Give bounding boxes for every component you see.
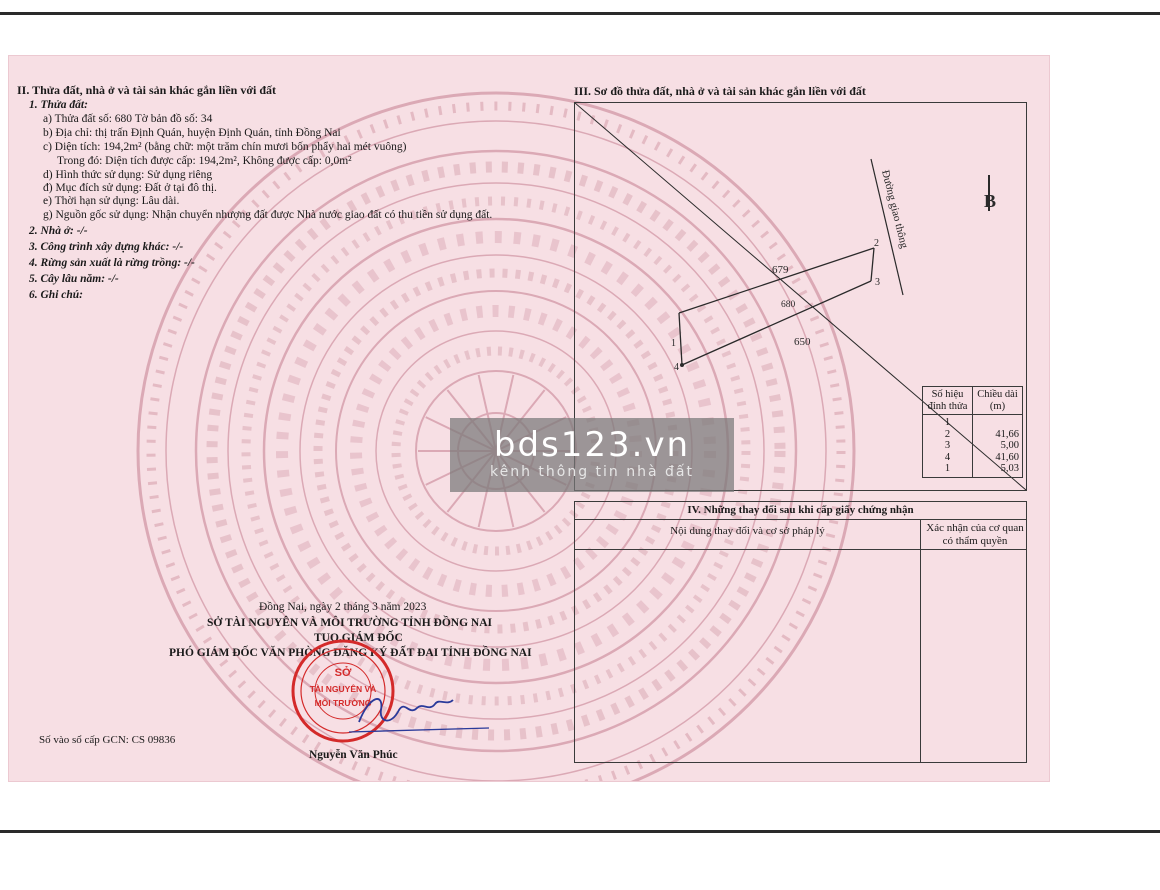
perennial-item: 5. Cây lâu năm: -/-: [29, 273, 119, 285]
signer-name: Nguyễn Văn Phúc: [309, 749, 398, 761]
confirmation-header: Xác nhận của cơ quan có thẩm quyền: [926, 522, 1024, 547]
watermark-banner: [450, 418, 734, 492]
watermark-brand: bds123.vn: [493, 425, 691, 465]
changes-table: [574, 501, 1027, 763]
stamp-text: MÔI TRƯỜNG: [314, 698, 372, 708]
stamp-text: SỞ: [334, 667, 352, 679]
length-cell: 5,03: [1000, 463, 1019, 474]
vertex-4-label: 4: [674, 362, 679, 373]
house-item: 2. Nhà ở: -/-: [29, 225, 88, 237]
change-content-header: Nội dung thay đổi và cơ sở pháp lý: [670, 525, 825, 537]
length-cell: 5,00: [1000, 440, 1019, 451]
vertex-cell: 4: [944, 451, 951, 463]
parcel-680-label: 680: [781, 300, 796, 310]
length-column-header: Chiều dài (m): [973, 387, 1023, 415]
top-border-line: [0, 12, 1160, 15]
length-cell: 41,66: [995, 428, 1019, 440]
vertex-column-header: Số hiệu đỉnh thửa: [923, 387, 973, 415]
parcel-number: a) Thửa đất số: 680 Tờ bản đồ số: 34: [43, 113, 213, 125]
vertex-1-label: 1: [671, 338, 676, 349]
road-label: Đường giao thông: [879, 168, 911, 250]
parcel-679-label: 679: [772, 264, 789, 276]
use-form: d) Hình thức sử dụng: Sử dụng riêng: [43, 169, 213, 181]
section-2-title: II. Thửa đất, nhà ở và tài sản khác gắn liền với đất: [17, 83, 277, 97]
handwritten-signature: [339, 686, 499, 746]
vertex-3-label: 3: [875, 277, 880, 288]
section-3-title: III. Sơ đồ thửa đất, nhà ở và tài sản khác gắn liền với đất: [574, 84, 866, 98]
watermark-tagline: kênh thông tin nhà đất: [490, 464, 694, 480]
issuing-agency: SỞ TÀI NGUYÊN VÀ MÔI TRƯỜNG TỈNH ĐỒNG NAI: [207, 617, 492, 629]
vertex-dot: [680, 363, 684, 367]
vertex-2-label: 2: [874, 238, 879, 249]
signer-position: PHÓ GIÁM ĐỐC VĂN PHÒNG ĐĂNG KÝ ĐẤT ĐAI TỈNH ĐỒNG NAI: [169, 647, 532, 659]
length-cell: [976, 417, 1019, 429]
table-row: [923, 415, 1023, 478]
parcel-right-edge: [871, 248, 874, 281]
use-purpose: đ) Mục đích sử dụng: Đất ở tại đô thị.: [43, 182, 217, 194]
registry-entry: Số vào sổ cấp GCN: CS 09836: [39, 734, 176, 746]
issue-date: Đồng Nai, ngày 2 tháng 3 năm 2023: [259, 601, 427, 613]
changes-header-row: [575, 520, 1026, 550]
column-divider: [920, 520, 921, 763]
certificate-page: [8, 55, 1050, 782]
notes-item: 6. Ghi chú:: [29, 289, 83, 301]
parcel-top-edge: [679, 248, 874, 313]
use-term: e) Thời hạn sử dụng: Lâu dài.: [43, 195, 180, 207]
north-arrow-icon: B: [984, 191, 997, 211]
vertex-cell: 1: [944, 463, 951, 474]
area: c) Diện tích: 194,2m² (bằng chữ: một trăm chín mươi bốn phẩy hai mét vuông): [43, 141, 407, 153]
parcel-650-label: 650: [794, 336, 811, 348]
section-4-title: IV. Những thay đổi sau khi cấp giấy chứng nhận: [575, 502, 1026, 520]
parcel-bottom-edge: [682, 281, 871, 365]
land-heading: 1. Thửa đất:: [29, 99, 88, 111]
length-cell: 41,60: [995, 451, 1019, 463]
bottom-border-line: [0, 830, 1160, 833]
forest-item: 4. Rừng sản xuất là rừng trồng: -/-: [29, 257, 195, 269]
stamp-text: TÀI NGUYÊN VÀ: [309, 684, 377, 694]
vertex-cell: 3: [944, 440, 951, 451]
parcel-left-edge: [679, 313, 682, 365]
edge-length-table: [922, 386, 1023, 478]
vertex-cell: 1: [944, 417, 951, 428]
use-origin: g) Nguồn gốc sử dụng: Nhận chuyển nhượng đất được Nhà nước giao đất có thu tiền sử dụng đất.: [43, 209, 493, 221]
address: b) Địa chỉ: thị trấn Định Quán, huyện Định Quán, tỉnh Đồng Nai: [43, 127, 341, 139]
authorization-line: TUQ.GIÁM ĐỐC: [314, 632, 403, 644]
vertex-cell: 2: [944, 428, 951, 440]
construction-item: 3. Công trình xây dựng khác: -/-: [29, 241, 184, 253]
area-granted: Trong đó: Diện tích được cấp: 194,2m², Không được cấp: 0,0m²: [57, 155, 352, 167]
